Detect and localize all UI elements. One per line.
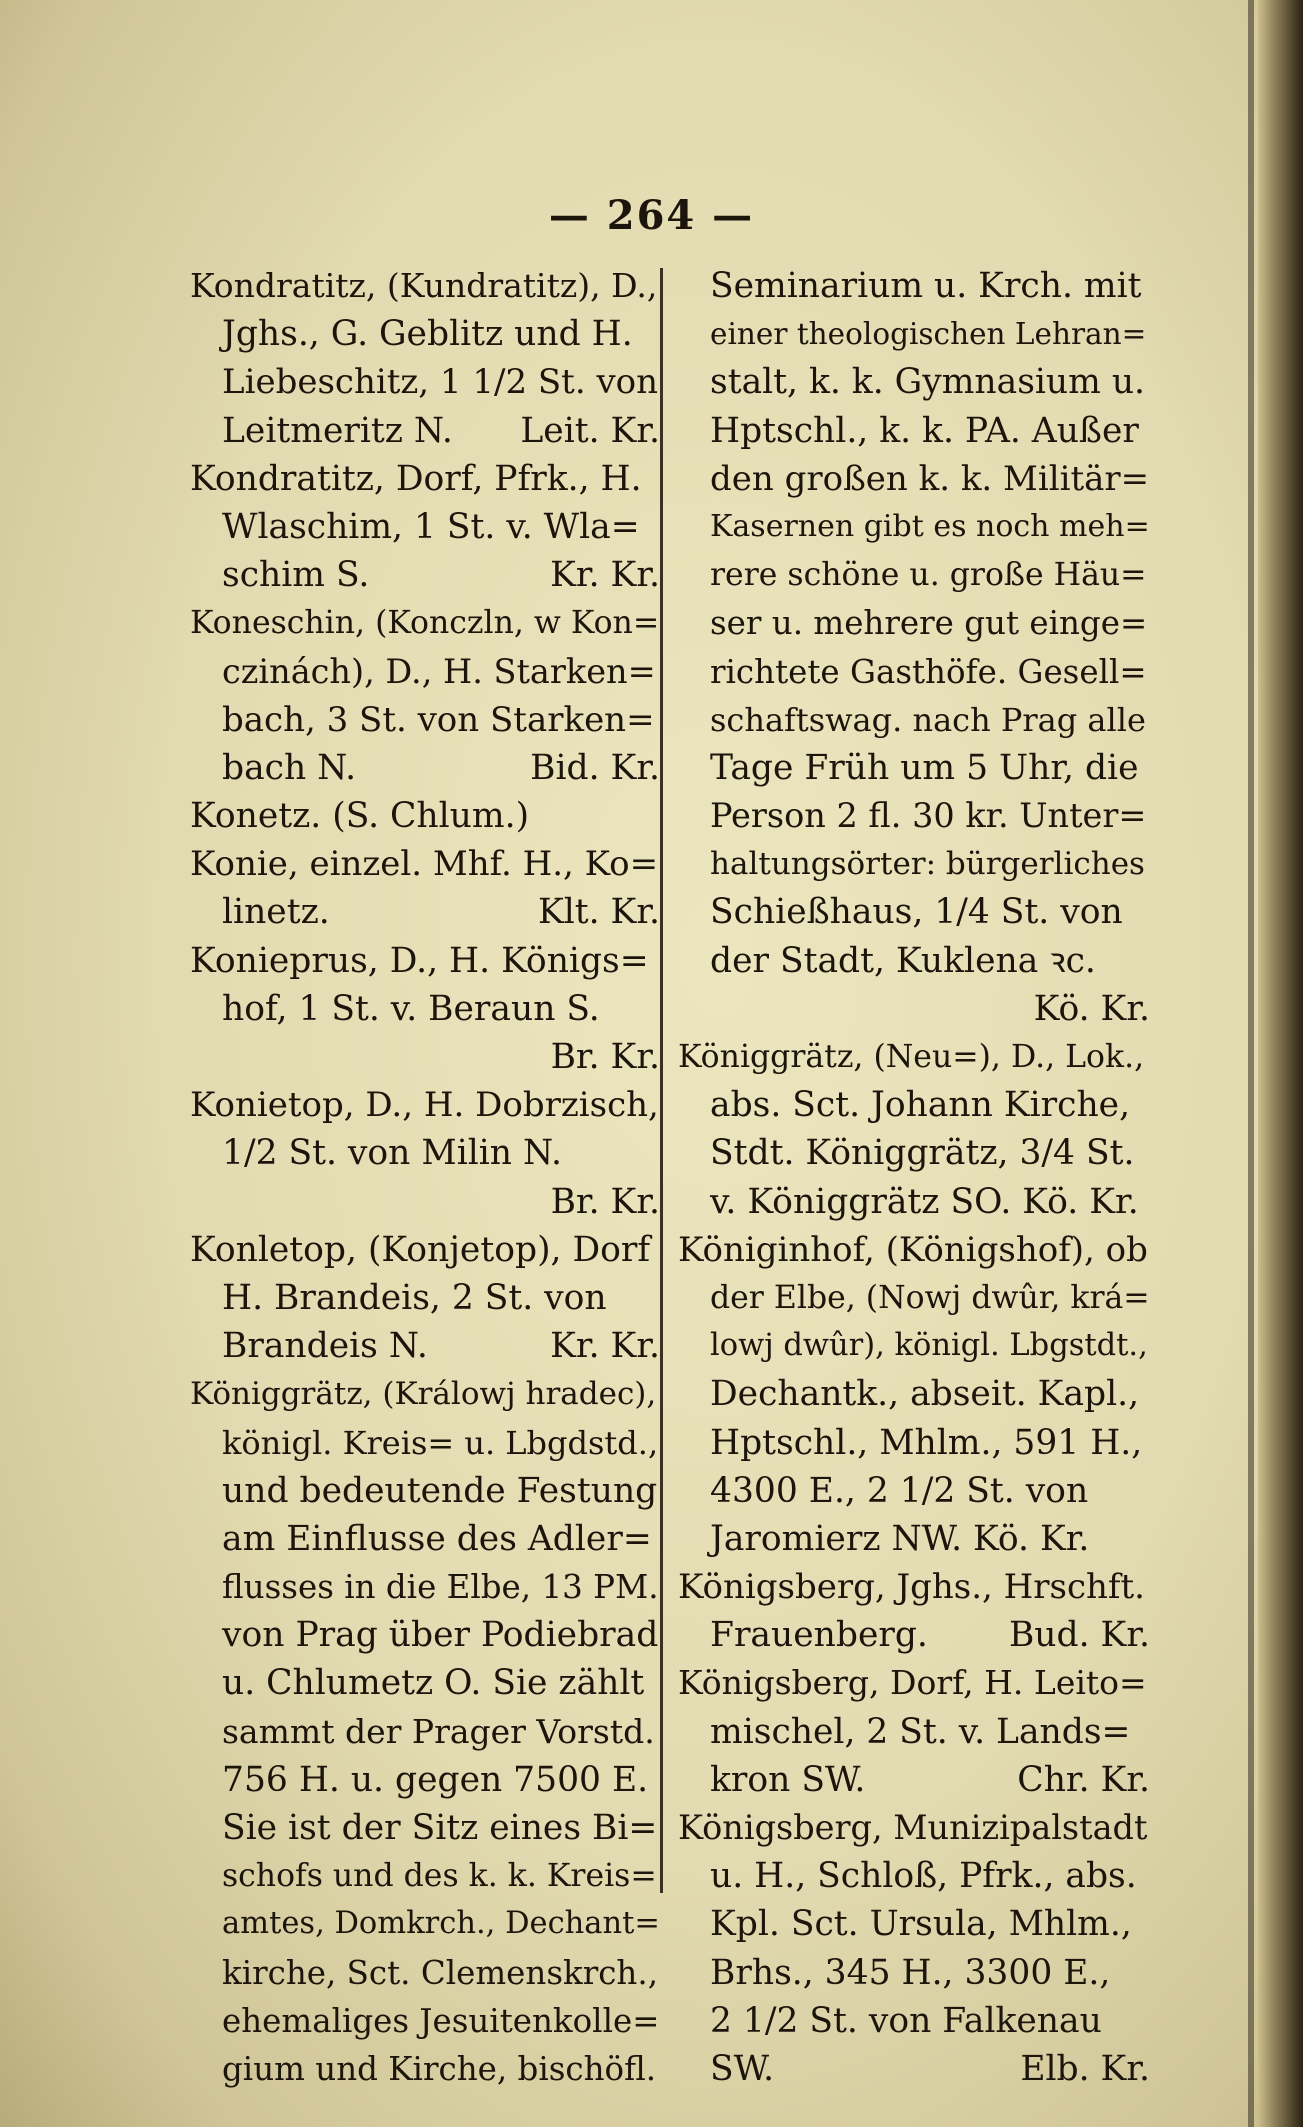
line-text-left: Brandeis N. bbox=[222, 1326, 428, 1367]
text-line: den großen k. k. Militär= bbox=[710, 458, 1150, 499]
line-text-right: Bud. Kr. bbox=[1008, 1615, 1150, 1656]
text-line: Brhs., 345 H., 3300 E., bbox=[710, 1952, 1111, 1993]
text-line: 4300 E., 2 1/2 St. von bbox=[710, 1470, 1089, 1511]
text-line bbox=[190, 551, 660, 599]
text-line: Königsberg, Dorf, H. Leito= bbox=[678, 1663, 1147, 1703]
text-line: richtete Gasthöfe. Gesell= bbox=[710, 652, 1147, 691]
text-line bbox=[678, 2045, 1150, 2093]
text-line: stalt, k. k. Gymnasium u. bbox=[710, 362, 1146, 403]
text-line: Königgrätz, (Neu=), D., Lok., bbox=[678, 1039, 1145, 1075]
text-line: von Prag über Podiebrad bbox=[222, 1615, 659, 1656]
text-line: Seminarium u. Krch. mit bbox=[710, 266, 1142, 306]
text-line: Jghs., G. Geblitz und H. bbox=[222, 314, 633, 355]
line-text-left: Frauenberg. bbox=[710, 1615, 928, 1656]
text-line: Br. Kr. bbox=[550, 1037, 660, 1077]
text-line: schaftswag. nach Prag alle bbox=[710, 700, 1146, 739]
line-text-left: SW. bbox=[710, 2048, 775, 2089]
text-line: u. Chlumetz O. Sie zählt bbox=[222, 1663, 645, 1704]
text-line: Kpl. Sct. Ursula, Mhlm., bbox=[710, 1904, 1132, 1945]
text-line: flusses in die Elbe, 13 PM. bbox=[222, 1568, 659, 1607]
right-column bbox=[678, 262, 1150, 2093]
spine-shadow bbox=[1248, 0, 1254, 2127]
text-line: und bedeutende Festung bbox=[222, 1470, 658, 1511]
line-text-right: Chr. Kr. bbox=[1017, 1759, 1150, 1800]
text-line: 2 1/2 St. von Falkenau bbox=[710, 2000, 1102, 2041]
text-line: Dechantk., abseit. Kapl., bbox=[710, 1374, 1140, 1415]
text-line bbox=[190, 1322, 660, 1370]
line-text-right: Leit. Kr. bbox=[520, 410, 660, 451]
line-text-right: Elb. Kr. bbox=[1020, 2048, 1150, 2089]
text-line: Sie ist der Sitz eines Bi= bbox=[222, 1808, 658, 1848]
text-line: der Stadt, Kuklena ꝛc. bbox=[710, 940, 1096, 981]
column-divider bbox=[660, 268, 663, 1893]
text-line: haltungsörter: bürgerliches bbox=[710, 846, 1145, 883]
text-line: ser u. mehrere gut einge= bbox=[710, 604, 1148, 643]
text-line: hof, 1 St. v. Beraun S. bbox=[222, 988, 600, 1029]
text-line: H. Brandeis, 2 St. von bbox=[222, 1277, 607, 1318]
text-line: Konieprus, D., H. Königs= bbox=[190, 940, 649, 981]
text-line: v. Königgrätz SO. Kö. Kr. bbox=[710, 1181, 1139, 1222]
text-line: Konietop, D., H. Dobrzisch, bbox=[190, 1085, 659, 1126]
text-line: bach, 3 St. von Starken= bbox=[222, 699, 655, 740]
text-line: czinách), D., H. Starken= bbox=[222, 651, 656, 691]
line-text-right: Kr. Kr. bbox=[550, 1326, 660, 1367]
text-line: Kondratitz, (Kundratitz), D., bbox=[190, 266, 658, 305]
text-line: Tage Früh um 5 Uhr, die bbox=[710, 747, 1139, 788]
text-line: Kondratitz, Dorf, Pfrk., H. bbox=[190, 458, 642, 499]
text-line: ehemaliges Jesuitenkolle= bbox=[222, 2001, 660, 2040]
text-line: der Elbe, (Nowj dwûr, krá= bbox=[710, 1279, 1150, 1316]
text-line: Jaromierz NW. Kö. Kr. bbox=[710, 1518, 1090, 1559]
text-line: sammt der Prager Vorstd. bbox=[222, 1711, 655, 1751]
text-line: 1/2 St. von Milin N. bbox=[222, 1133, 562, 1174]
text-line: Königgrätz, (Králowj hradec), bbox=[190, 1376, 657, 1413]
text-line: lowj dwûr), königl. Lbgstdt., bbox=[710, 1328, 1148, 1364]
text-line bbox=[190, 744, 660, 792]
text-line: einer theologischen Lehran= bbox=[710, 317, 1147, 352]
text-line: gium und Kirche, bischöfl. bbox=[222, 2049, 657, 2088]
text-line: mischel, 2 St. v. Lands= bbox=[710, 1711, 1131, 1752]
text-line: Konetz. (S. Chlum.) bbox=[190, 796, 530, 837]
text-line: abs. Sct. Johann Kirche, bbox=[710, 1085, 1131, 1126]
text-line: Konletop, (Konjetop), Dorf bbox=[190, 1229, 651, 1270]
text-line: amtes, Domkrch., Dechant= bbox=[222, 1906, 660, 1942]
text-line: Wlaschim, 1 St. v. Wla= bbox=[222, 506, 640, 547]
text-line: Liebeschitz, 1 1/2 St. von bbox=[222, 362, 659, 403]
text-line: Br. Kr. bbox=[550, 1181, 660, 1222]
text-line: Person 2 fl. 30 kr. Unter= bbox=[710, 796, 1147, 836]
text-line: Königsberg, Jghs., Hrschft. bbox=[678, 1567, 1145, 1608]
text-line bbox=[678, 1756, 1150, 1804]
text-line: am Einflusse des Adler= bbox=[222, 1518, 652, 1559]
text-line: Kasernen gibt es noch meh= bbox=[710, 508, 1150, 544]
text-line: königl. Kreis= u. Lbgdstd., bbox=[222, 1423, 659, 1462]
left-column bbox=[190, 262, 660, 2093]
text-line: Kö. Kr. bbox=[1033, 988, 1150, 1029]
page-edge bbox=[1258, 0, 1303, 2127]
text-line: 756 H. u. gegen 7500 E. bbox=[222, 1759, 649, 1800]
text-line: rere schöne u. große Häu= bbox=[710, 557, 1147, 594]
line-text-left: kron SW. bbox=[710, 1759, 866, 1800]
line-text-left: linetz. bbox=[222, 892, 330, 933]
line-text-right: Klt. Kr. bbox=[537, 892, 660, 933]
text-line: Königsberg, Munizipalstadt bbox=[678, 1808, 1148, 1847]
text-line bbox=[190, 407, 660, 455]
line-text-left: bach N. bbox=[222, 747, 357, 788]
text-line: Stdt. Königgrätz, 3/4 St. bbox=[710, 1133, 1135, 1174]
line-text-right: Bid. Kr. bbox=[530, 747, 660, 788]
text-line: Hptschl., Mhlm., 591 H., bbox=[710, 1422, 1143, 1463]
page-number: — 264 — bbox=[548, 192, 755, 239]
text-line: u. H., Schloß, Pfrk., abs. bbox=[710, 1856, 1137, 1897]
text-line: Schießhaus, 1/4 St. von bbox=[710, 892, 1123, 933]
text-line: Hptschl., k. k. PA. Außer bbox=[710, 410, 1139, 451]
line-text-left: Leitmeritz N. bbox=[222, 410, 453, 451]
text-line: schofs und des k. k. Kreis= bbox=[222, 1858, 657, 1895]
line-text-left: schim S. bbox=[222, 555, 370, 596]
text-line: Königinhof, (Königshof), ob bbox=[678, 1229, 1148, 1270]
text-line: kirche, Sct. Clemenskrch., bbox=[222, 1953, 659, 1992]
text-line bbox=[190, 888, 660, 936]
text-line: Koneschin, (Konczln, w Kon= bbox=[190, 605, 660, 642]
line-text-right: Kr. Kr. bbox=[550, 555, 660, 596]
text-line: Konie, einzel. Mhf. H., Ko= bbox=[190, 844, 659, 885]
text-line bbox=[678, 1611, 1150, 1659]
